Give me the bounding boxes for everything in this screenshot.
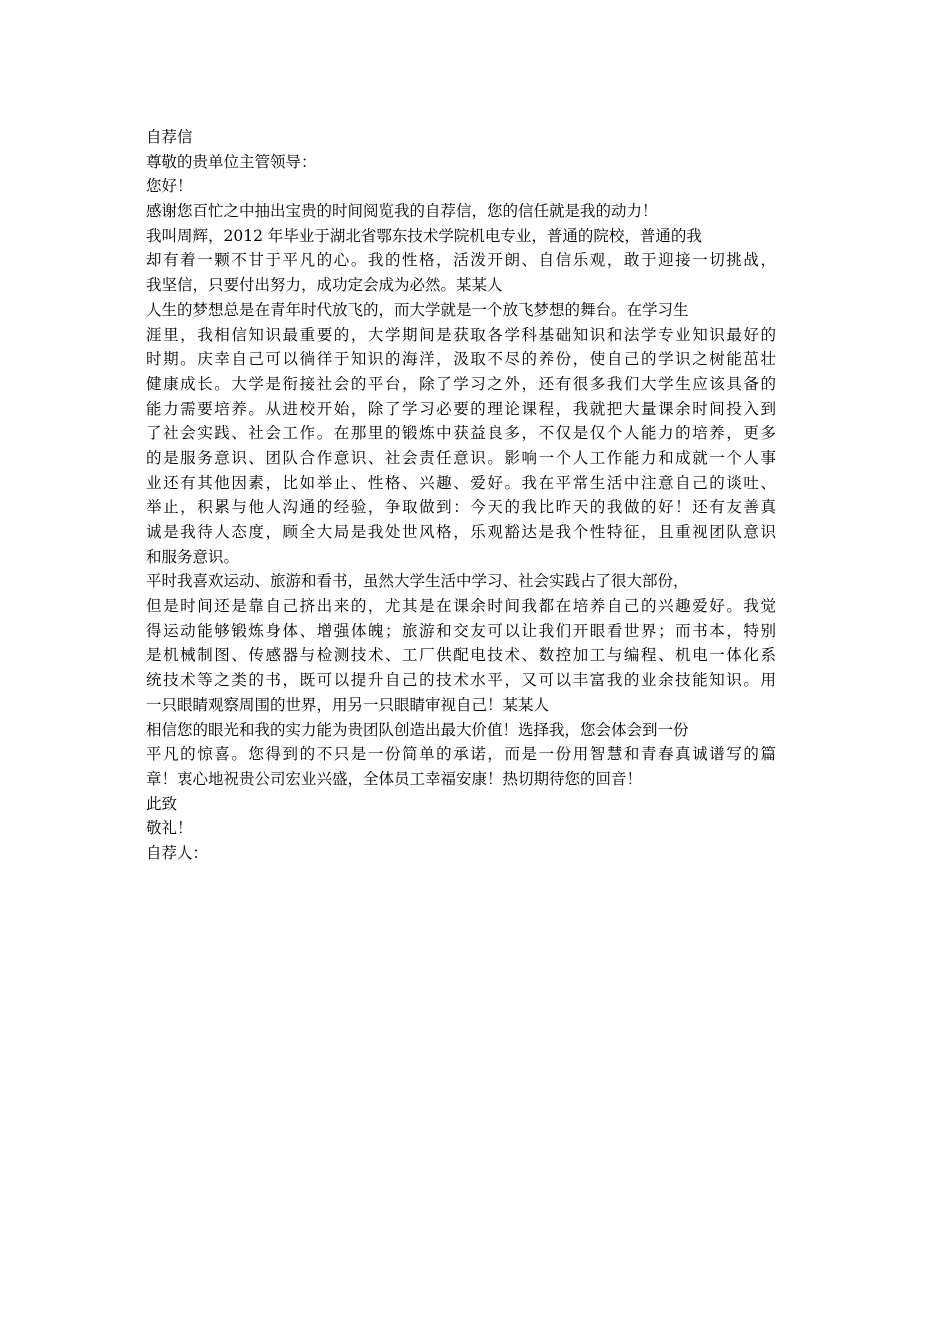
letter-line: 得运动能够锻炼身体、增强体魄；旅游和交友可以让我们开眼看世界；而书本，特别 [146,621,776,640]
letter-body [146,125,776,866]
letter-line: 和服务意识。 [146,547,240,566]
letter-line: 是机械制图、传感器与检测技术、工厂供配电技术、数控加工与编程、机电一体化系 [146,646,776,665]
letter-line: 涯里，我相信知识最重要的，大学期间是获取各学科基础知识和法学专业知识最好的 [146,325,776,344]
letter-line: 但是时间还是靠自己挤出来的，尤其是在课余时间我都在培养自己的兴趣爱好。我觉 [146,597,776,616]
letter-line: 统技术等之类的书，既可以提升自己的技术水平，又可以丰富我的业余技能知识。用 [146,671,776,690]
letter-line: 我叫周辉，2012 年毕业于湖北省鄂东技术学院机电专业，普通的院校，普通的我 [146,226,702,245]
letter-line: 人生的梦想总是在青年时代放飞的，而大学就是一个放飞梦想的舞台。在学习生 [146,300,689,319]
letter-line: 健康成长。大学是衔接社会的平台，除了学习之外，还有很多我们大学生应该具备的 [146,374,776,393]
letter-line: 了社会实践、社会工作。在那里的锻炼中获益良多，不仅是仅个人能力的培养，更多 [146,424,776,443]
letter-line: 平凡的惊喜。您得到的不只是一份简单的承诺，而是一份用智慧和青春真诚谱写的篇 [146,745,776,764]
letter-line: 此致 [146,794,178,813]
letter-line: 自荐人： [146,843,209,862]
letter-line: 尊敬的贵单位主管领导： [146,152,317,171]
letter-line: 自荐信 [146,128,193,146]
letter-line: 您好！ [146,177,193,196]
letter-line: 敬礼！ [146,819,193,838]
letter-line: 我坚信，只要付出努力，成功定会成为必然。某某人 [146,276,503,295]
letter-line: 章！衷心地祝贵公司宏业兴盛，全体员工幸福安康！热切期待您的回音！ [146,769,643,788]
letter-line: 诚是我待人态度，顾全大局是我处世风格，乐观豁达是我个性特征，且重视团队意识 [146,523,776,541]
letter-line: 举止，积累与他人沟通的经验，争取做到：今天的我比昨天的我做的好！还有友善真 [146,498,776,517]
letter-line: 时期。庆幸自己可以徜徉于知识的海洋，汲取不尽的养份，使自己的学识之树能茁壮 [146,350,776,369]
letter-line: 却有着一颗不甘于平凡的心。我的性格，活泼开朗、自信乐观，敢于迎接一切挑战， [146,251,776,270]
letter-line: 一只眼睛观察周围的世界，用另一只眼睛审视自己！某某人 [146,695,550,714]
letter-line: 能力需要培养。从进校开始，除了学习必要的理论课程，我就把大量课余时间投入到 [146,399,776,418]
letter-line: 的是服务意识、团队合作意识、社会责任意识。影响一个人工作能力和成就一个人事 [146,448,776,467]
letter-line: 平时我喜欢运动、旅游和看书，虽然大学生活中学习、社会实践占了很大部份， [146,572,689,591]
letter-line: 相信您的眼光和我的实力能为贵团队创造出最大价值！选择我，您会体会到一份 [146,720,689,739]
letter-line: 业还有其他因素，比如举止、性格、兴趣、爱好。我在平常生活中注意自己的谈吐、 [146,473,776,492]
letter-line: 感谢您百忙之中抽出宝贵的时间阅览我的自荐信，您的信任就是我的动力！ [146,202,658,221]
